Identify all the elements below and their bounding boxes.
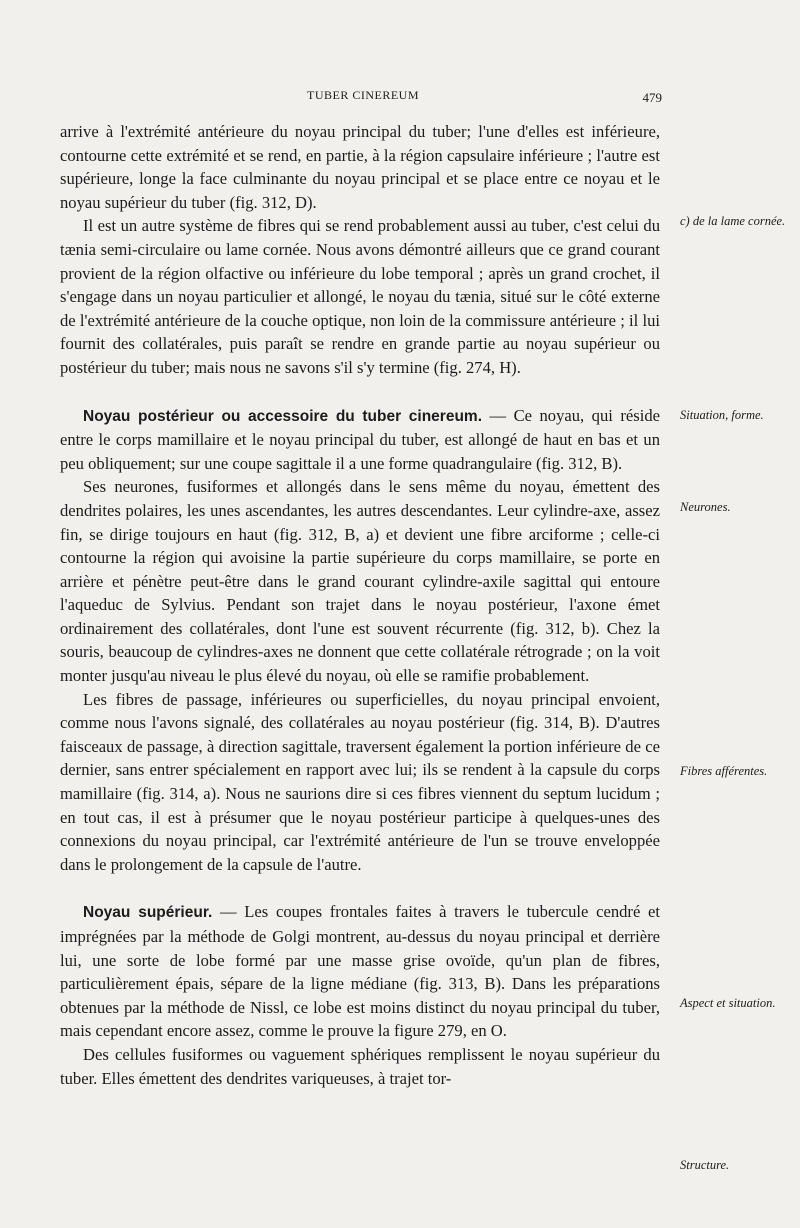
section-heading-noyau-posterieur: Noyau postérieur ou accessoire du tuber cinereum.: [83, 407, 483, 425]
paragraph-4: Ses neurones, fusiformes et allongés dans le sens même du noyau, émettent des dendrites polaires, les unes ascendantes, les autres descendantes. Leur cylindre-axe, assez fin, se dirige toujours en haut (fig. 312, B, a) et devient une fibre arciforme ; celle-ci contourne la région qui avoisine la partie supérieure du corps mamillaire, se porte en arrière et pénètre peut-être dans le grand courant cylindre-axile sagittal qui entoure l'aqueduc de Sylvius. Pendant son trajet dans le noyau postérieur, l'axone émet ordinairement des collatérales, dont l'une est souvent récurrente (fig. 312, b). Chez la souris, beaucoup de cylindres-axes ne donnent que cette collatérale rétrograde ; on la voit monter jusqu'au niveau le plus élevé du noyau, où elle se ramifie probablement.: [60, 477, 660, 686]
margin-note-structure: Structure.: [680, 1158, 730, 1172]
margin-note-fibres: Fibres afférentes.: [680, 764, 768, 778]
margin-note-neurones: Neurones.: [680, 500, 731, 514]
paragraph-7: Des cellules fusiformes ou vaguement sphériques remplissent le noyau supérieur du tuber. Elles émettent des dendrites variqueuses, à trajet tor-: [60, 1044, 660, 1088]
paragraph-2: Il est un autre système de fibres qui se rend probablement aussi au tuber, c'est celui du tænia semi-circulaire ou lame cornée. Nous avons démontré ailleurs que ce grand courant provient de la région olfactive ou inférieure du lobe temporal ; après un grand crochet, il s'engage dans un noyau particulier et allongé, le noyau du tænia, situé sur le côté externe de l'extrémité antérieure de la couche optique, non loin de la commissure antérieure ; il lui fournit des collatérales, puis paraît se rendre en grande partie au noyau supérieur ou postérieur du tuber; mais nous ne savons s'il s'y termine (fig. 274, H).: [60, 216, 660, 377]
paragraph-1: arrive à l'extrémité antérieure du noyau principal du tuber; l'une d'elles est inférieure, contourne cette extrémité et se rend, en partie, à la région capsulaire inférieure ; l'autre est supérieure, longe la face culminante du noyau principal et se place entre ce noyau et le noyau supérieur du tuber (fig. 312, D).: [60, 122, 660, 212]
page-header: [60, 88, 666, 108]
section-heading-noyau-superieur: Noyau supérieur.: [83, 904, 213, 922]
running-title: TUBER CINEREUM: [307, 88, 419, 102]
paragraph-noyau-superieur: [60, 900, 660, 1043]
page-number: 479: [642, 90, 662, 105]
paragraph-noyau-posterieur: [60, 404, 660, 476]
main-text: [60, 120, 660, 1090]
paragraph-6-text: — Les coupes frontales faites à travers le tubercule cendré et imprégnées par la méthode de Golgi montrent, au-dessus du noyau principal et derrière lui, une sorte de lobe formé par une masse grise ovoïde, qu'un plan de fibres, particulièrement épais, sépare de la ligne médiane (fig. 313, B). Dans les préparations obtenues par la méthode de Nissl, ce lobe est moins distinct du noyau principal du tuber, mais cependant encore assez, comme le prouve la figure 279, en O.: [60, 902, 660, 1041]
paragraph-5: Les fibres de passage, inférieures ou superficielles, du noyau principal envoient, comme nous l'avons signalé, des collatérales au noyau postérieur (fig. 314, B). D'autres faisceaux de passage, à direction sagittale, traversent également la portion inférieure de ce dernier, sans entrer spécialement en rapport avec lui; ils se rendent à la capsule du corps mamillaire (fig. 314, a). Nous ne saurions dire si ces fibres viennent du septum lucidum ; en tout cas, il est à présumer que le noyau postérieur participe à quelques-unes des connexions du noyau principal, car l'extrémité antérieure de l'un se trouve enveloppée dans le prolongement de la capsule de l'autre.: [60, 689, 660, 874]
paragraph-3-text: — Ce noyau, qui réside entre le corps mamillaire et le noyau principal du tuber, est allongé de haut en bas et un peu obliquement; sur une coupe sagittale il a une forme quadrangulaire (fig. 312, B).: [60, 405, 660, 473]
margin-note-lame-cornee: c) de la lame cornée.: [680, 214, 786, 228]
margin-note-aspect: Aspect et situation.: [680, 996, 776, 1010]
margin-note-situation: Situation, forme.: [680, 408, 764, 422]
